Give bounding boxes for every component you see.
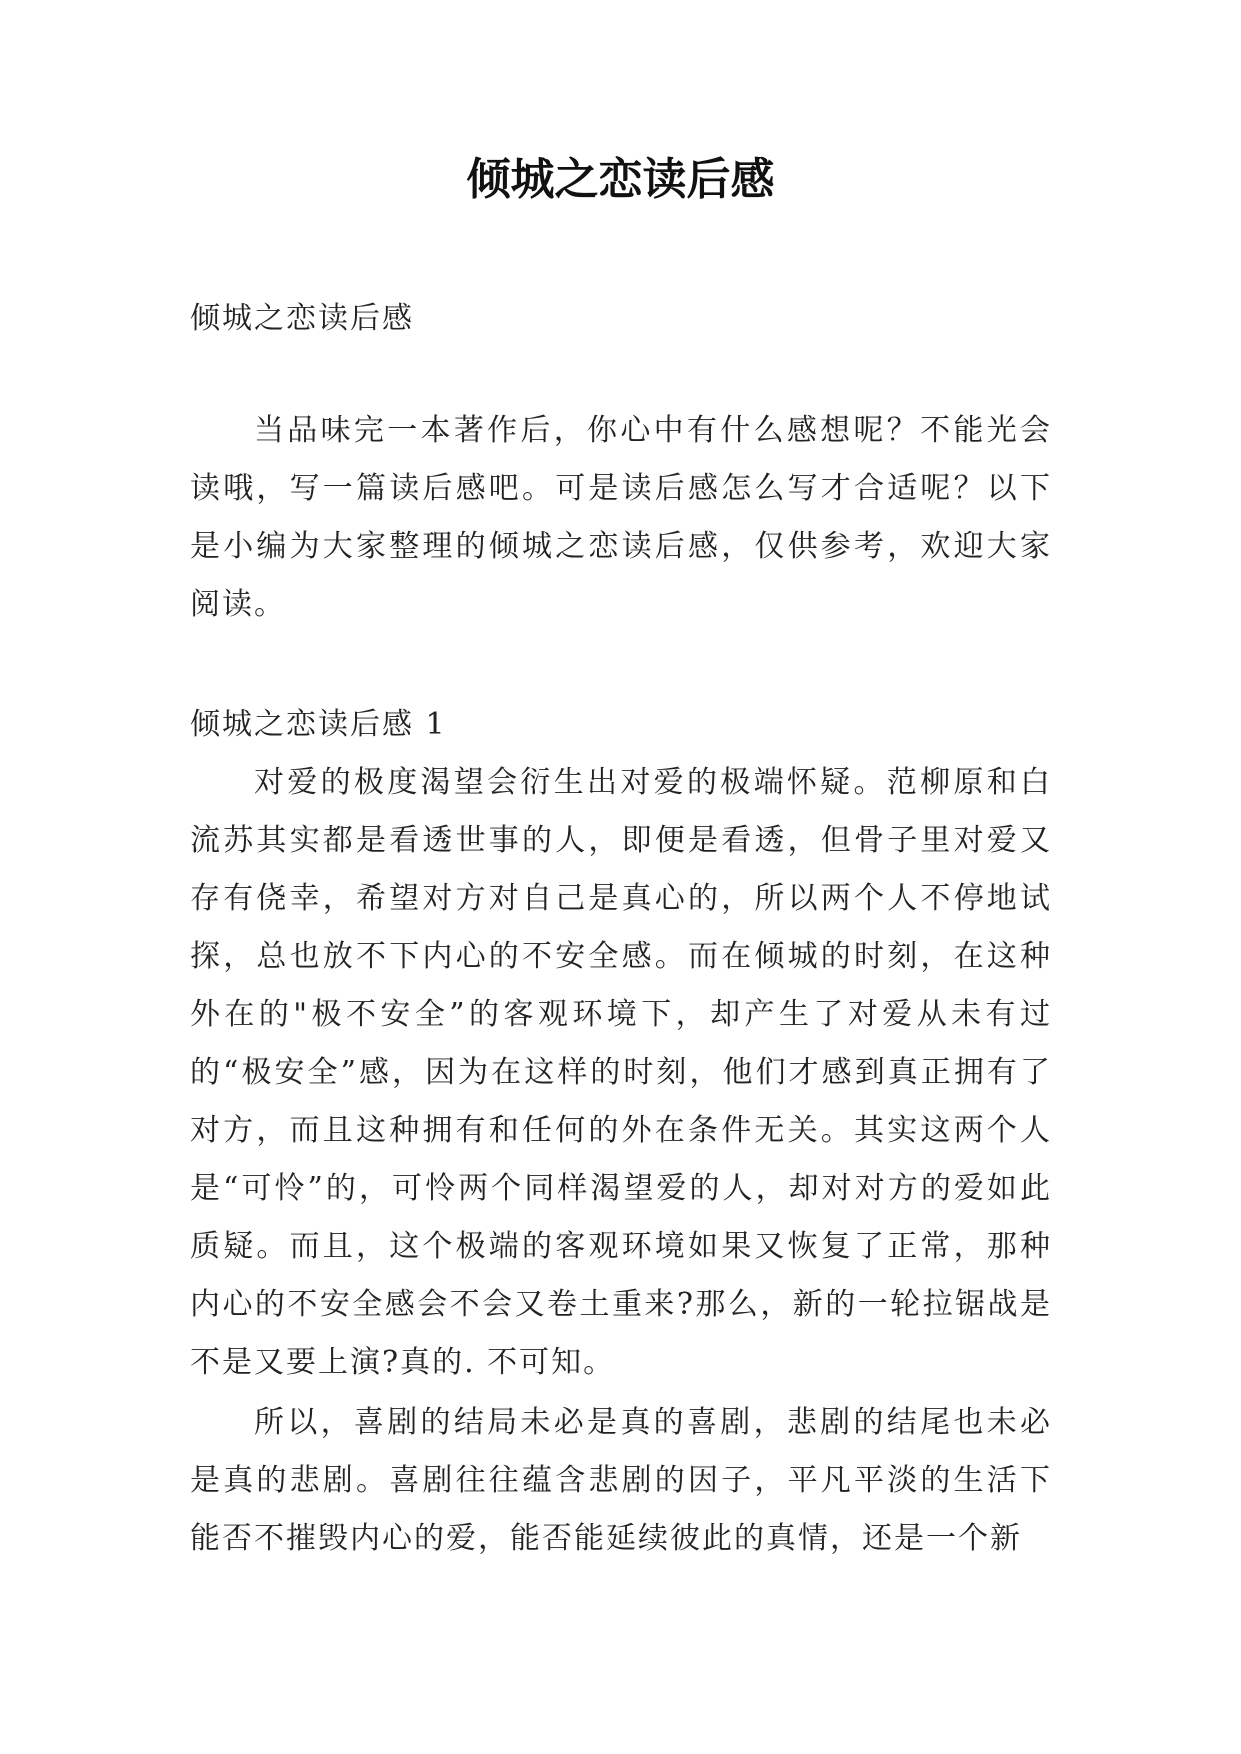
body-paragraph-1: 对爱的极度渴望会衍生出对爱的极端怀疑。范柳原和白流苏其实都是看透世事的人，即便是看透，但骨子里对爱又存有侥幸，希望对方对自己是真心的，所以两个人不停地试探，总也放不下内心的不安全感。而在倾城的时刻，在这种外在的"极不安全”的客观环境下，却产生了对爱从未有过的“极安全”感，因为在这样的时刻，他们才感到真正拥有了对方，而且这种拥有和任何的外在条件无关。其实这两个人是“可怜”的，可怜两个同样渴望爱的人，却对对方的爱如此质疑。而且，这个极端的客观环境如果又恢复了正常，那种内心的不安全感会不会又卷土重来?那么，新的一轮拉锯战是不是又要上演?真的. 不可知。 <box>190 765 1052 1380</box>
intro-paragraph <box>190 402 1052 634</box>
document-title: 倾城之恋读后感 <box>466 154 775 205</box>
document-subtitle: 倾城之恋读后感 <box>190 301 414 336</box>
intro-text: 当品味完一本著作后，你心中有什么感想呢？不能光会读哦，写一篇读后感吧。可是读后感怎么写才合适呢？以下是小编为大家整理的倾城之恋读后感，仅供参考，欢迎大家阅读。 <box>190 413 1052 622</box>
section-heading: 倾城之恋读后感 1 <box>190 707 447 742</box>
body-paragraph-2: 所以，喜剧的结局未必是真的喜剧，悲剧的结尾也未必是真的悲剧。喜剧往往蕴含悲剧的因子，平凡平淡的生活下能否不摧毁内心的爱，能否能延续彼此的真情，还是一个新 <box>190 1405 1052 1556</box>
